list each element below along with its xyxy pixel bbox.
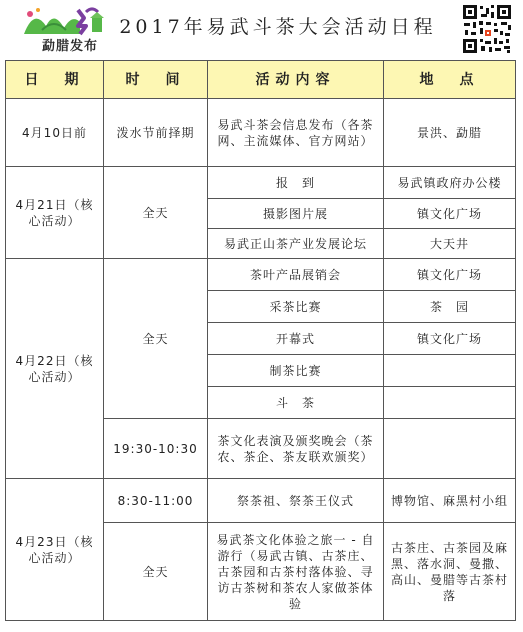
column-header-time: 时 间 bbox=[104, 61, 208, 99]
location-cell: 镇文化广场 bbox=[384, 199, 516, 229]
location-cell bbox=[384, 387, 516, 419]
activity-cell: 报 到 bbox=[208, 167, 384, 199]
location-cell: 博物馆、麻黑村小组 bbox=[384, 479, 516, 523]
activity-cell: 易武正山茶产业发展论坛 bbox=[208, 229, 384, 259]
logo-mark-icon bbox=[20, 4, 108, 38]
time-cell: 全天 bbox=[104, 259, 208, 419]
logo-text: 勐腊发布 bbox=[42, 39, 99, 54]
location-cell: 镇文化广场 bbox=[384, 259, 516, 291]
activity-cell: 易武茶文化体验之旅一 - 自游行（易武古镇、古茶庄、古茶园和古茶村落体验、寻访古茶树和茶农人家做茶体验 bbox=[208, 523, 384, 621]
table-header-row bbox=[6, 61, 516, 99]
date-cell: 4月10日前 bbox=[6, 99, 104, 167]
table-row bbox=[6, 99, 516, 167]
column-header-activity: 活动内容 bbox=[208, 61, 384, 99]
location-cell: 镇文化广场 bbox=[384, 323, 516, 355]
location-cell: 茶 园 bbox=[384, 291, 516, 323]
table-row bbox=[6, 479, 516, 523]
activity-cell: 斗 茶 bbox=[208, 387, 384, 419]
activity-cell: 易武斗茶会信息发布（各茶网、主流媒体、官方网站） bbox=[208, 99, 384, 167]
qr-code-icon bbox=[461, 3, 513, 55]
location-cell: 大天井 bbox=[384, 229, 516, 259]
table-row bbox=[6, 167, 516, 199]
column-header-location: 地 点 bbox=[384, 61, 516, 99]
page-title: 2017年易武斗茶大会活动日程 bbox=[119, 16, 437, 38]
time-cell: 19:30-10:30 bbox=[104, 419, 208, 479]
location-cell bbox=[384, 419, 516, 479]
column-header-date: 日 期 bbox=[6, 61, 104, 99]
activity-cell: 茶叶产品展销会 bbox=[208, 259, 384, 291]
date-cell: 4月22日（核心活动） bbox=[6, 259, 104, 479]
activity-cell: 采茶比赛 bbox=[208, 291, 384, 323]
mengla-logo bbox=[20, 4, 108, 56]
activity-cell: 茶文化表演及颁奖晚会（茶农、茶企、茶友联欢颁奖） bbox=[208, 419, 384, 479]
date-cell: 4月23日（核心活动） bbox=[6, 479, 104, 621]
date-cell: 4月21日（核心活动） bbox=[6, 167, 104, 259]
time-cell: 泼水节前择期 bbox=[104, 99, 208, 167]
table-row bbox=[6, 259, 516, 291]
location-cell: 景洪、勐腊 bbox=[384, 99, 516, 167]
activity-cell: 祭茶祖、祭茶王仪式 bbox=[208, 479, 384, 523]
location-cell bbox=[384, 355, 516, 387]
location-cell: 古茶庄、古茶园及麻黑、落水洞、曼撒、高山、曼腊等古茶村落 bbox=[384, 523, 516, 621]
time-cell: 全天 bbox=[104, 523, 208, 621]
activity-cell: 开幕式 bbox=[208, 323, 384, 355]
time-cell: 全天 bbox=[104, 167, 208, 259]
location-cell: 易武镇政府办公楼 bbox=[384, 167, 516, 199]
time-cell: 8:30-11:00 bbox=[104, 479, 208, 523]
activity-cell: 制茶比赛 bbox=[208, 355, 384, 387]
header bbox=[0, 0, 523, 60]
activity-cell: 摄影图片展 bbox=[208, 199, 384, 229]
schedule-table bbox=[5, 60, 516, 621]
